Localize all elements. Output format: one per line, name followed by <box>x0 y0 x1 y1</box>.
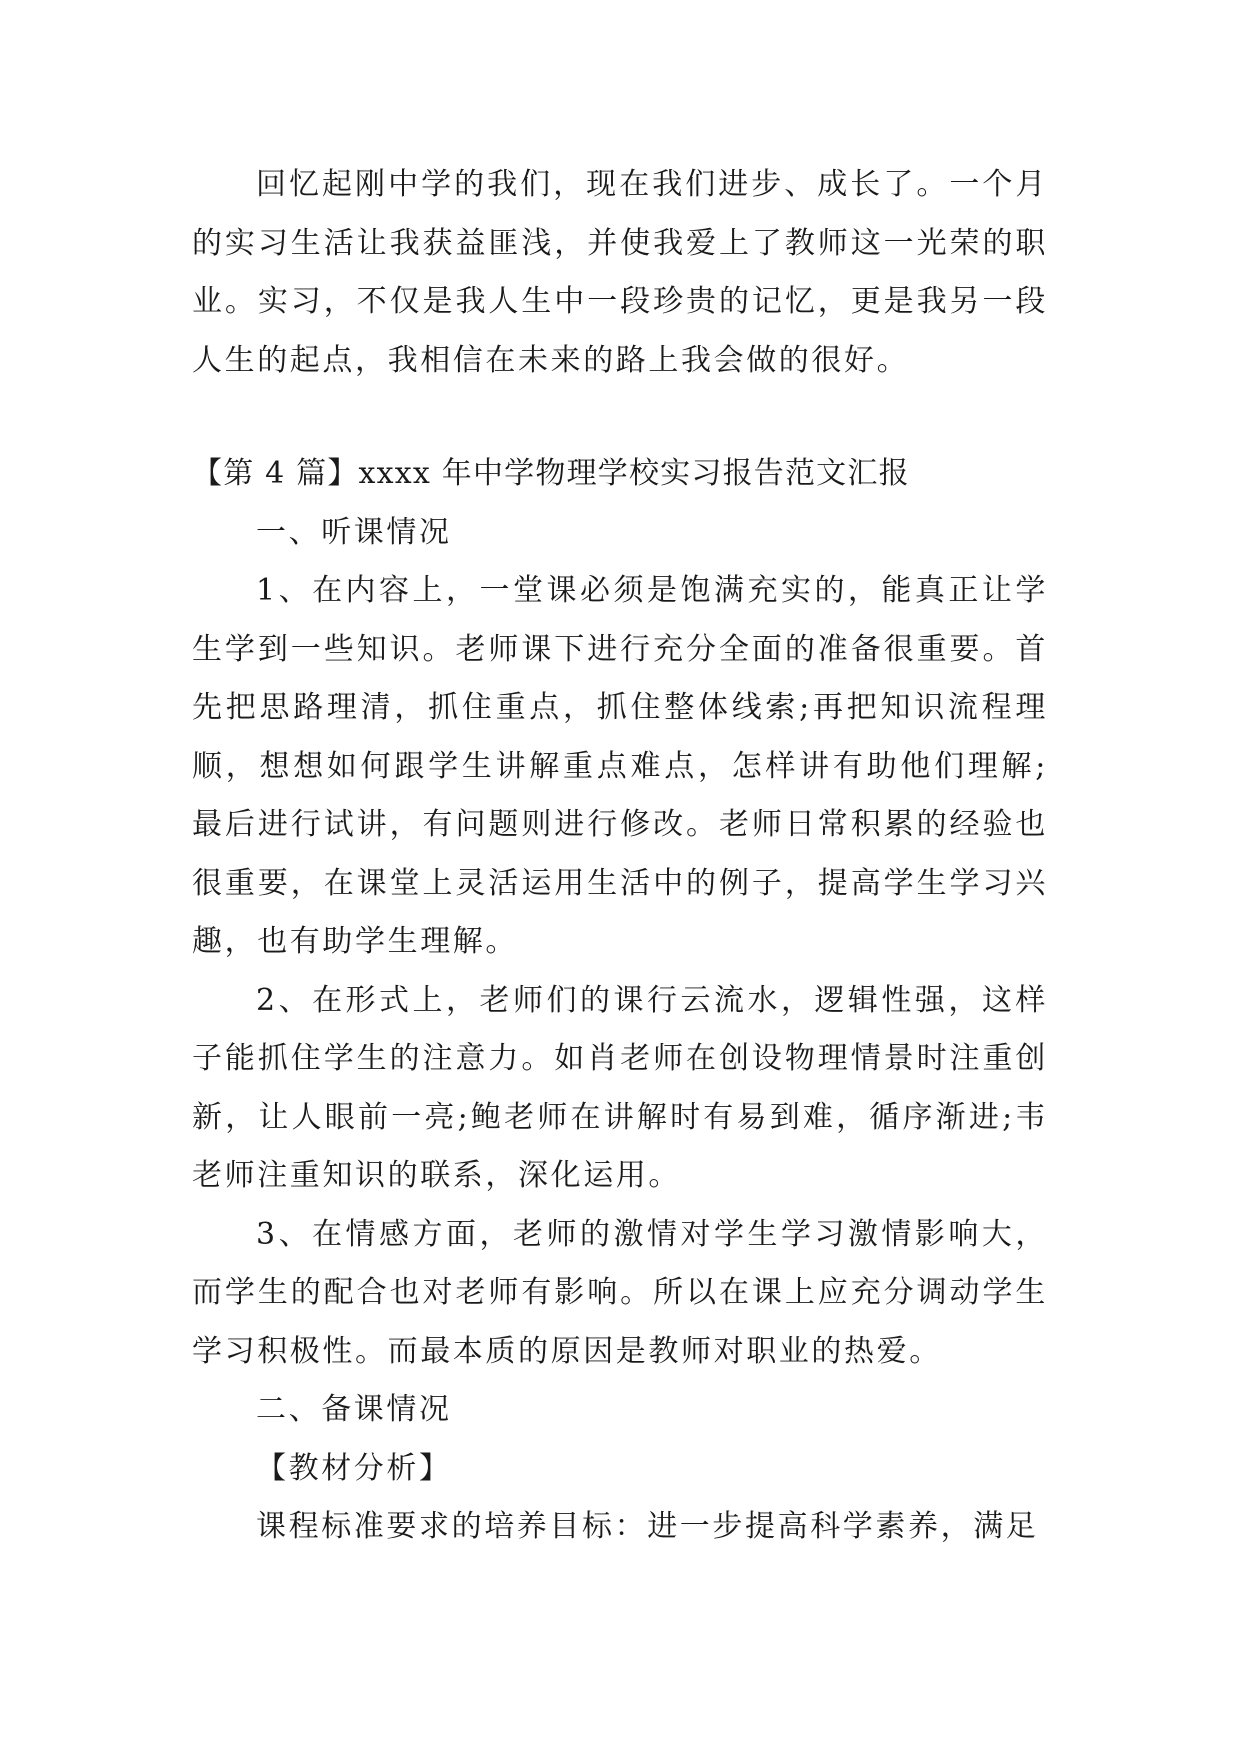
subheading-textbook-analysis: 【教材分析】 <box>256 1450 452 1486</box>
paragraph-emotion: 3、在情感方面，老师的激情对学生学习激情影响大，而学生的配合也对老师有影响。所以在课上应充分调动学生学习积极性。而最本质的原因是教师对职业的热爱。 <box>192 1216 1048 1369</box>
article-title: 【第 4 篇】xxxx 年中学物理学校实习报告范文汇报 <box>192 456 910 491</box>
section-heading-listening: 一、听课情况 <box>256 514 452 550</box>
paragraph-content: 1、在内容上，一堂课必须是饱满充实的，能真正让学生学到一些知识。老师课下进行充分全面的准备很重要。首先把思路理清，抓住重点，抓住整体线索;再把知识流程理顺，想想如何跟学生讲解重点难点，怎样讲有助他们理解;最后进行试讲，有问题则进行修改。老师日常积累的经验也很重要，在课堂上灵活运用生活中的例子，提高学生学习兴趣，也有助学生理解。 <box>192 573 1048 959</box>
intro-section <box>192 156 1048 390</box>
section-heading-preparation: 二、备课情况 <box>256 1392 452 1427</box>
paragraph-form: 2、在形式上，老师们的课行云流水，逻辑性强，这样子能抓住学生的注意力。如肖老师在创设物理情景时注重创新，让人眼前一亮;鲍老师在讲解时有易到难，循序渐进;韦老师注重知识的联系，深化运用。 <box>192 982 1048 1193</box>
intro-paragraph: 回忆起刚中学的我们，现在我们进步、成长了。一个月的实习生活让我获益匪浅，并使我爱上了教师这一光荣的职业。实习，不仅是我人生中一段珍贵的记忆，更是我另一段人生的起点，我相信在未来的路上我会做的很好。 <box>192 167 1048 378</box>
paragraph-curriculum-goals: 课程标准要求的培养目标：进一步提高科学素养，满足 <box>256 1509 1039 1544</box>
article-section <box>192 445 1048 1557</box>
